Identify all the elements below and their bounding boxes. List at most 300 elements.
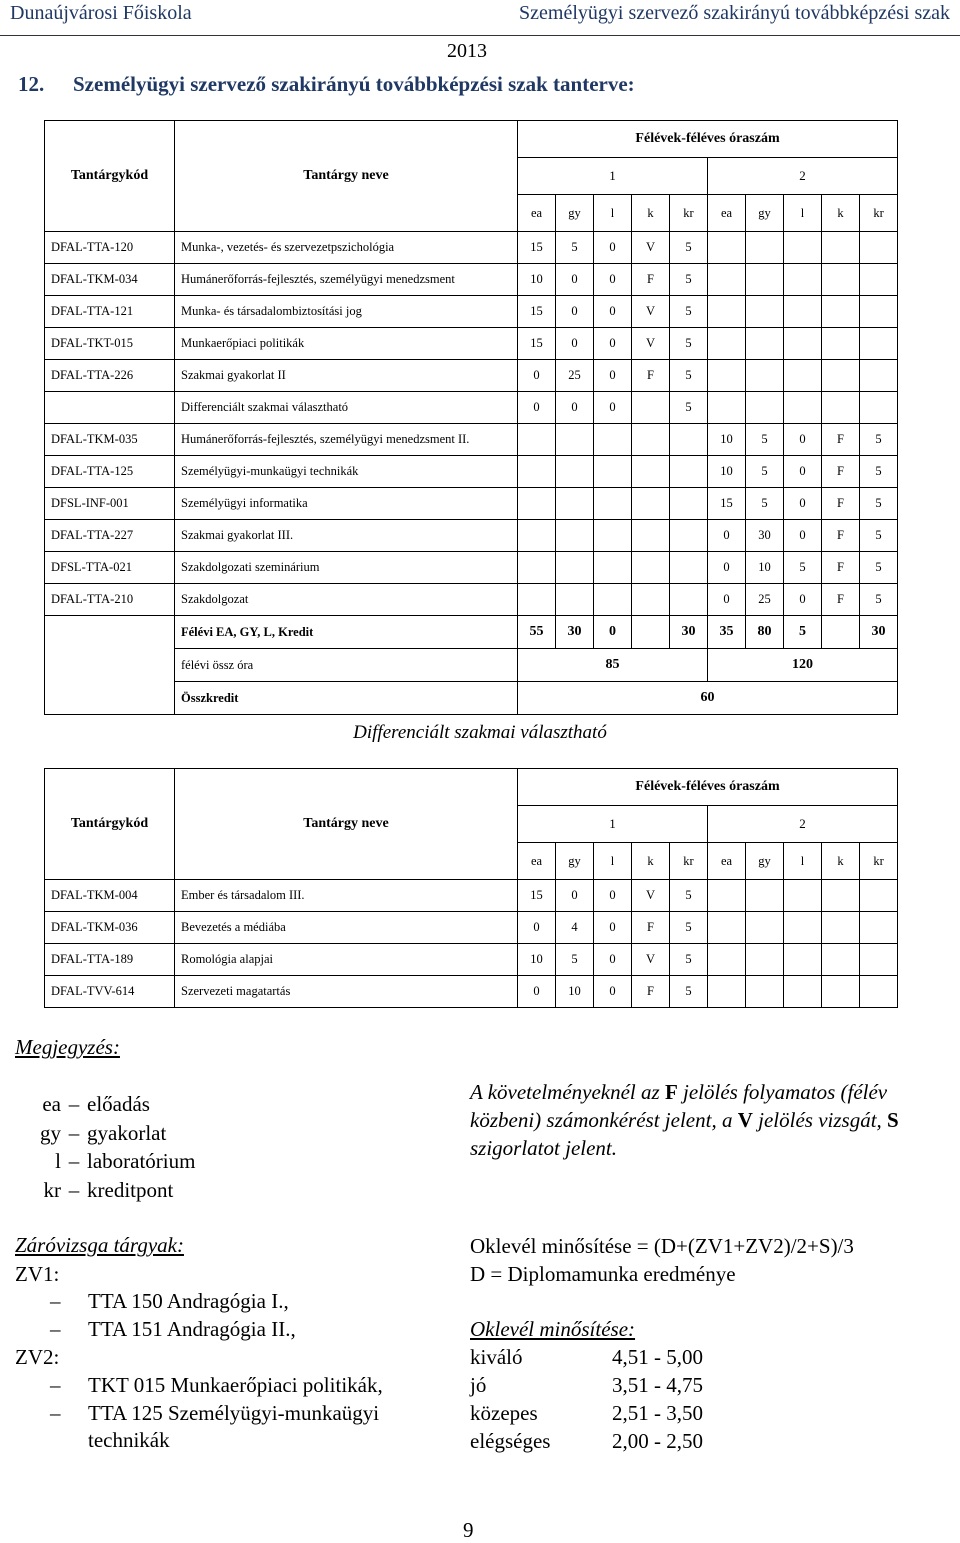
column-header: k [632,843,670,880]
grade-heading: Oklevél minősítése: [470,1317,636,1341]
header-row [45,843,898,880]
value-cell: 0 [518,912,556,944]
value-cell: 0 [556,328,594,360]
column-header: kr [860,195,898,232]
value-cell [632,424,670,456]
semesters-header: Félévek-féléves óraszám [518,121,898,158]
legend-abbr: l [55,1149,61,1173]
value-cell [860,296,898,328]
value-cell: 0 [594,264,632,296]
column-header: k [822,843,860,880]
value-cell: 0 [556,296,594,328]
value-cell [784,912,822,944]
final-exam-heading: Záróvizsga tárgyak: [15,1233,184,1257]
legend-text: kreditpont [87,1177,174,1202]
value-cell [860,328,898,360]
value-cell: V [632,944,670,976]
value-cell: F [822,552,860,584]
value-cell: 0 [708,584,746,616]
course-code: DFSL-TTA-021 [45,552,175,584]
table-row [45,912,898,944]
value-cell: 5 [860,424,898,456]
credit-label: Összkredit [175,682,518,715]
value-cell [632,584,670,616]
legend-item [15,1176,195,1205]
value-cell: F [822,456,860,488]
table-row [45,392,898,424]
value-cell [708,976,746,1008]
code-header: Tantárgykód [45,806,175,843]
column-header: l [594,195,632,232]
value-cell [822,328,860,360]
value-cell [594,520,632,552]
table-row [45,264,898,296]
table-row [45,520,898,552]
value-cell [822,976,860,1008]
value-cell [746,264,784,296]
course-name: Szakmai gyakorlat III. [175,520,518,552]
value-cell: 0 [594,232,632,264]
value-cell [670,584,708,616]
value-cell: 10 [708,424,746,456]
value-cell [632,552,670,584]
notes-heading: Megjegyzés: [15,1035,120,1059]
value-cell [784,328,822,360]
value-cell: 10 [518,944,556,976]
value-cell: 25 [556,360,594,392]
value-cell [860,360,898,392]
zv2-item-text: technikák [88,1428,170,1452]
value-cell [632,520,670,552]
zv1-item [50,1289,289,1314]
header-row [45,121,898,158]
dash: – [50,1401,61,1425]
legend-abbr: kr [43,1177,61,1202]
value-cell [822,296,860,328]
course-name: Bevezetés a médiába [175,912,518,944]
value-cell [822,232,860,264]
name-header: Tantárgy neve [175,806,518,843]
value-cell [518,424,556,456]
value-cell: 5 [670,296,708,328]
value-cell [594,456,632,488]
value-cell: F [822,520,860,552]
legend-abbr: ea [42,1092,61,1116]
value-cell [708,392,746,424]
value-cell: V [632,232,670,264]
value-cell: 4 [556,912,594,944]
curriculum-table [44,120,898,715]
value-cell [632,392,670,424]
value-cell [746,912,784,944]
section-number: 12. [18,72,45,96]
value-cell: 0 [594,880,632,912]
zv2-item [50,1428,170,1453]
zv2-item [50,1373,383,1398]
value-cell: 0 [556,264,594,296]
table-row [45,296,898,328]
table-row [45,552,898,584]
value-cell: 0 [556,392,594,424]
zv2-item-text: TTA 125 Személyügyi-munkaügyi [88,1401,380,1425]
value-cell [784,944,822,976]
column-header: k [632,195,670,232]
legend-item [15,1119,195,1148]
value-cell [594,584,632,616]
value-cell: 5 [670,944,708,976]
value-cell: V [632,296,670,328]
table-row [45,976,898,1008]
value-cell: 5 [670,232,708,264]
course-code: DFAL-TTA-120 [45,232,175,264]
value-cell: F [632,264,670,296]
value-cell [708,264,746,296]
value-cell: 0 [594,392,632,424]
value-cell: F [822,488,860,520]
value-cell [784,360,822,392]
grade-row [470,1373,703,1398]
value-cell: V [632,880,670,912]
header-program: Személyügyi szervező szakirányú továbbképzési szak [519,2,950,24]
column-header: k [822,195,860,232]
column-header: ea [518,195,556,232]
column-header: ea [708,843,746,880]
course-name: Munka-, vezetés- és szervezetpszichológia [175,232,518,264]
value-cell [518,456,556,488]
header-cell [45,121,175,158]
value-cell [860,264,898,296]
legend-text: gyakorlat [87,1120,167,1145]
grade-row [470,1429,703,1454]
legend-dash: – [68,1177,80,1202]
zv1-item [50,1317,296,1342]
value-cell: F [632,912,670,944]
header-cell [175,195,518,232]
grade-name: közepes [470,1401,538,1425]
header-year: 2013 [447,40,487,62]
dash: – [50,1373,61,1397]
value-cell: 0 [784,488,822,520]
course-code: DFAL-TKT-015 [45,328,175,360]
value-cell [860,232,898,264]
page-number: 9 [463,1518,474,1542]
legend-text: előadás [87,1092,150,1116]
value-cell [860,976,898,1008]
value-cell: 15 [708,488,746,520]
course-name: Személyügyi informatika [175,488,518,520]
value-cell: 5 [556,944,594,976]
value-cell [632,456,670,488]
value-cell [784,264,822,296]
value-cell: F [822,584,860,616]
value-cell [594,488,632,520]
course-code: DFAL-TTA-125 [45,456,175,488]
grade-name: kiváló [470,1345,523,1369]
semester-2-header: 2 [708,158,898,195]
course-name: Humánerőforrás-fejlesztés, személyügyi menedzsment II. [175,424,518,456]
value-cell [746,392,784,424]
value-cell: 5 [746,424,784,456]
value-cell: 0 [518,976,556,1008]
value-cell [708,328,746,360]
summary-value: 55 [518,616,556,649]
header-row [45,769,898,806]
req-text-4: szigorlatot jelent. [470,1136,617,1160]
value-cell: 10 [746,552,784,584]
value-cell [822,912,860,944]
course-code: DFAL-TTA-121 [45,296,175,328]
column-header: gy [556,195,594,232]
table-row [45,360,898,392]
value-cell [784,880,822,912]
course-code: DFAL-TTA-210 [45,584,175,616]
course-name: Romológia alapjai [175,944,518,976]
zv2-item [50,1401,379,1426]
value-cell [708,912,746,944]
summary-value: 30 [556,616,594,649]
value-cell [822,360,860,392]
legend-item [15,1090,195,1119]
value-cell: 5 [670,360,708,392]
code-header: Tantárgykód [45,158,175,195]
column-header: l [784,195,822,232]
value-cell: F [822,424,860,456]
value-cell [860,392,898,424]
header-cell [45,769,175,806]
value-cell [632,488,670,520]
header-divider [0,35,960,36]
header-institution: Dunaújvárosi Főiskola [10,2,192,24]
grade-range: 3,51 - 4,75 [612,1373,703,1397]
column-header: kr [860,843,898,880]
summary-label: Félévi EA, GY, L, Kredit [175,616,518,649]
summary-row [45,616,898,649]
value-cell [860,944,898,976]
value-cell: 0 [594,296,632,328]
value-cell [670,456,708,488]
req-f: F [664,1080,678,1104]
value-cell [708,296,746,328]
value-cell: 5 [670,264,708,296]
table-row [45,488,898,520]
dash: – [50,1289,61,1313]
value-cell [784,392,822,424]
header-cell [45,195,175,232]
value-cell: 5 [670,912,708,944]
value-cell: F [632,976,670,1008]
value-cell [784,296,822,328]
legend-item [15,1147,195,1176]
course-code: DFAL-TKM-004 [45,880,175,912]
value-cell: 5 [860,584,898,616]
value-cell: 0 [594,976,632,1008]
value-cell [708,360,746,392]
summary-row [45,682,898,715]
value-cell: 5 [556,232,594,264]
course-name: Szakdolgozat [175,584,518,616]
course-code: DFAL-TKM-035 [45,424,175,456]
semesters-header: Félévek-féléves óraszám [518,769,898,806]
value-cell [556,584,594,616]
summary-cell [45,649,175,682]
value-cell [822,880,860,912]
value-cell: 5 [746,488,784,520]
summary-cell [45,682,175,715]
value-cell [822,264,860,296]
req-text-1: A követelményeknél az [470,1080,665,1104]
legend-dash: – [68,1092,80,1116]
value-cell [518,552,556,584]
elective-table [44,768,898,1008]
value-cell [670,552,708,584]
course-name: Szakmai gyakorlat II [175,360,518,392]
value-cell [556,424,594,456]
value-cell: 0 [708,552,746,584]
value-cell: F [632,360,670,392]
summary-value [822,616,860,649]
value-cell [746,296,784,328]
elective-title: Differenciált szakmai választható [353,722,607,743]
course-code: DFAL-TKM-036 [45,912,175,944]
course-name: Munkaerőpiaci politikák [175,328,518,360]
value-cell [708,880,746,912]
value-cell: 10 [518,264,556,296]
column-header: gy [746,843,784,880]
value-cell: 0 [708,520,746,552]
table-row [45,424,898,456]
value-cell: 5 [860,456,898,488]
table-row [45,456,898,488]
grade-range: 4,51 - 5,00 [612,1345,703,1369]
summary-row [45,649,898,682]
course-code: DFAL-TTA-189 [45,944,175,976]
course-name: Személyügyi-munkaügyi technikák [175,456,518,488]
hours-sem-1: 85 [518,649,708,682]
column-header: ea [518,843,556,880]
value-cell [594,552,632,584]
value-cell: 0 [784,520,822,552]
header-cell [175,769,518,806]
table-row [45,880,898,912]
value-cell: 5 [784,552,822,584]
req-v: V [737,1108,753,1132]
column-header: l [594,843,632,880]
value-cell [784,976,822,1008]
value-cell: 30 [746,520,784,552]
course-name: Differenciált szakmai választható [175,392,518,424]
value-cell [518,520,556,552]
req-s: S [887,1108,899,1132]
zv2-label: ZV2: [15,1345,60,1369]
diploma-d-definition: D = Diplomamunka eredménye [470,1262,736,1286]
value-cell: 0 [784,424,822,456]
header-cell [175,843,518,880]
value-cell [556,488,594,520]
hours-label: félévi össz óra [175,649,518,682]
value-cell [670,424,708,456]
grade-range: 2,51 - 3,50 [612,1401,703,1425]
value-cell [860,880,898,912]
grade-name: jó [470,1373,487,1397]
value-cell [860,912,898,944]
course-name: Szervezeti magatartás [175,976,518,1008]
column-header: kr [670,843,708,880]
value-cell [670,520,708,552]
value-cell: 0 [518,360,556,392]
section-title [18,72,635,97]
summary-value: 0 [594,616,632,649]
value-cell: 0 [784,456,822,488]
table-row [45,944,898,976]
semester-1-header: 1 [518,806,708,843]
summary-value: 35 [708,616,746,649]
value-cell [556,456,594,488]
value-cell [822,392,860,424]
header-row [45,195,898,232]
zv2-item-text: TKT 015 Munkaerőpiaci politikák, [88,1373,383,1397]
value-cell: 15 [518,328,556,360]
value-cell [822,944,860,976]
course-code: DFSL-INF-001 [45,488,175,520]
value-cell [518,584,556,616]
summary-value: 30 [860,616,898,649]
value-cell [708,232,746,264]
course-name: Szakdolgozati szeminárium [175,552,518,584]
column-header: gy [746,195,784,232]
course-code: DFAL-TTA-226 [45,360,175,392]
value-cell: 15 [518,232,556,264]
value-cell [746,232,784,264]
diploma-formula: Oklevél minősítése = (D+(ZV1+ZV2)/2+S)/3 [470,1234,854,1258]
value-cell [746,360,784,392]
value-cell: 5 [860,552,898,584]
table-row [45,232,898,264]
value-cell: 5 [670,328,708,360]
table-row [45,584,898,616]
value-cell: 0 [594,944,632,976]
value-cell [746,976,784,1008]
value-cell: 0 [784,584,822,616]
credit-total: 60 [518,682,898,715]
semester-2-header: 2 [708,806,898,843]
hours-sem-2: 120 [708,649,898,682]
value-cell [670,488,708,520]
grade-row [470,1345,703,1370]
course-name: Ember és társadalom III. [175,880,518,912]
course-name: Munka- és társadalombiztosítási jog [175,296,518,328]
value-cell: 5 [860,520,898,552]
value-cell: 0 [594,912,632,944]
course-code [45,392,175,424]
value-cell: 5 [746,456,784,488]
value-cell: V [632,328,670,360]
value-cell [784,232,822,264]
course-code: DFAL-TKM-034 [45,264,175,296]
value-cell [746,944,784,976]
value-cell: 0 [594,360,632,392]
value-cell: 5 [670,880,708,912]
value-cell: 15 [518,880,556,912]
value-cell [556,552,594,584]
value-cell: 25 [746,584,784,616]
value-cell: 15 [518,296,556,328]
grade-row [470,1401,703,1426]
zv1-item-text: TTA 150 Andragógia I., [88,1289,289,1313]
header-row [45,806,898,843]
header-cell [175,121,518,158]
column-header: ea [708,195,746,232]
requirements-note [470,1078,940,1162]
